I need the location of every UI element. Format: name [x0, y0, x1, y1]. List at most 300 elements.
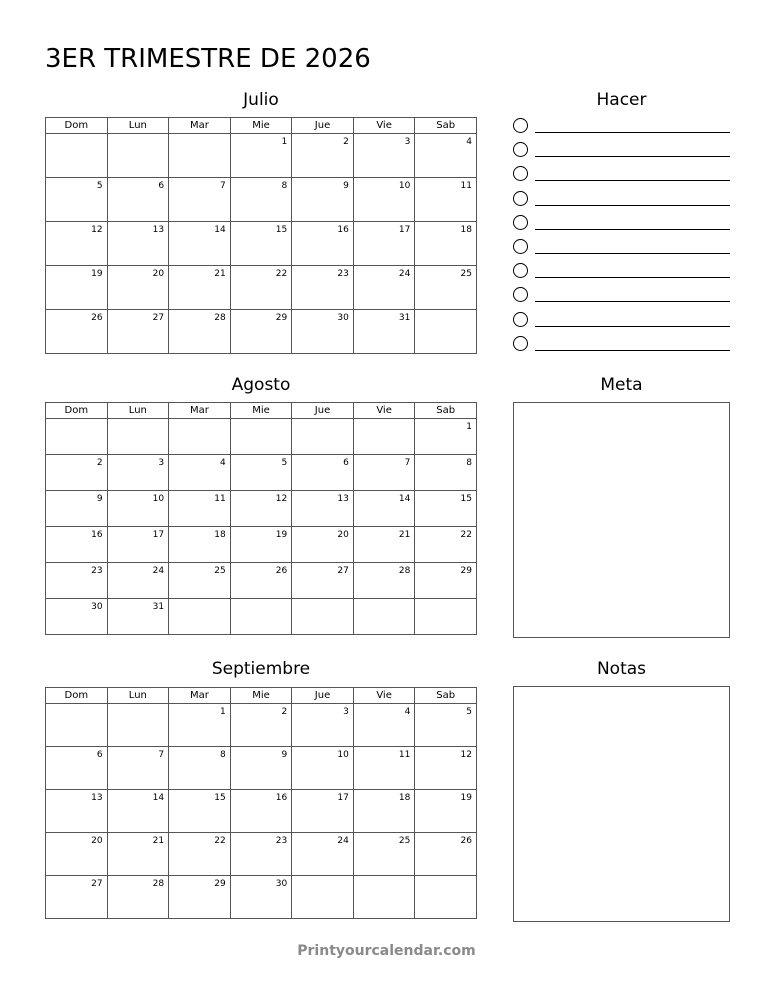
day-cell[interactable] [169, 491, 231, 527]
weekday-header: Sab [415, 118, 477, 134]
checkbox-circle-icon[interactable] [513, 312, 528, 327]
day-cell[interactable] [46, 527, 108, 563]
week-row [46, 222, 477, 266]
weekday-header: Mar [169, 403, 231, 419]
checkbox-circle-icon[interactable] [513, 166, 528, 181]
day-number: 7 [404, 458, 411, 468]
month-calendar-grid [45, 402, 477, 635]
day-number: 25 [214, 566, 226, 576]
day-cell[interactable] [169, 178, 231, 222]
month-title: Septiembre [211, 659, 311, 679]
day-cell[interactable] [230, 134, 292, 178]
day-cell[interactable] [415, 527, 477, 563]
day-number: 9 [96, 494, 103, 504]
day-cell[interactable] [107, 178, 169, 222]
day-cell[interactable] [169, 266, 231, 310]
day-cell[interactable] [353, 833, 415, 876]
todo-item[interactable] [513, 263, 730, 283]
todo-item[interactable] [513, 166, 730, 186]
day-cell[interactable] [353, 134, 415, 178]
day-cell[interactable] [292, 790, 354, 833]
day-number: 31 [152, 602, 165, 612]
day-cell[interactable] [46, 222, 108, 266]
todo-line[interactable] [535, 229, 730, 230]
day-cell[interactable] [46, 455, 108, 491]
day-number: 6 [158, 181, 165, 191]
day-number: 1 [281, 137, 288, 147]
day-number: 10 [337, 750, 349, 760]
day-number: 4 [466, 137, 472, 147]
todo-line[interactable] [535, 326, 730, 327]
day-cell[interactable] [292, 747, 354, 790]
day-cell[interactable] [353, 876, 415, 919]
day-cell[interactable] [169, 599, 231, 635]
day-cell[interactable] [292, 876, 354, 919]
week-row [46, 704, 477, 747]
weekday-header: Lun [107, 403, 169, 419]
day-number: 26 [275, 566, 288, 576]
day-cell[interactable] [292, 599, 354, 635]
day-cell[interactable] [415, 310, 477, 354]
day-cell[interactable] [169, 704, 231, 747]
day-cell[interactable] [292, 563, 354, 599]
todo-line[interactable] [535, 277, 730, 278]
day-number: 11 [214, 494, 226, 504]
day-cell[interactable] [46, 419, 108, 455]
day-cell[interactable] [353, 599, 415, 635]
day-cell[interactable] [46, 790, 108, 833]
day-cell[interactable] [107, 747, 169, 790]
day-cell[interactable] [292, 419, 354, 455]
day-number [108, 419, 169, 422]
day-cell[interactable] [169, 747, 231, 790]
day-number: 30 [337, 313, 349, 323]
day-cell[interactable] [46, 599, 108, 635]
day-cell[interactable] [415, 419, 477, 455]
day-cell[interactable] [415, 704, 477, 747]
day-number [292, 599, 353, 602]
day-cell[interactable] [107, 491, 169, 527]
day-cell[interactable] [292, 833, 354, 876]
day-number: 2 [343, 137, 349, 147]
day-cell[interactable] [415, 491, 477, 527]
day-cell[interactable] [107, 134, 169, 178]
day-number: 23 [275, 836, 288, 846]
day-cell[interactable] [292, 310, 354, 354]
day-number: 19 [460, 793, 472, 803]
todo-item[interactable] [513, 287, 730, 307]
day-number: 22 [275, 269, 288, 279]
day-cell[interactable] [107, 310, 169, 354]
weekday-header: Mie [230, 688, 292, 704]
day-number [231, 419, 292, 422]
todo-item[interactable] [513, 312, 730, 332]
day-cell[interactable] [46, 876, 108, 919]
day-cell[interactable] [353, 455, 415, 491]
day-number [169, 599, 230, 602]
day-number [354, 599, 415, 602]
day-number: 30 [275, 879, 288, 889]
day-number: 24 [337, 836, 349, 846]
day-number: 3 [343, 707, 349, 717]
day-number: 30 [91, 602, 103, 612]
day-number: 23 [337, 269, 349, 279]
day-number: 26 [91, 313, 103, 323]
day-cell[interactable] [46, 563, 108, 599]
day-cell[interactable] [230, 310, 292, 354]
week-row [46, 491, 477, 527]
weekday-header: Sab [415, 688, 477, 704]
day-cell[interactable] [292, 527, 354, 563]
day-number: 17 [337, 793, 349, 803]
weekday-header: Dom [46, 118, 108, 134]
todo-line[interactable] [535, 253, 730, 254]
day-number: 15 [214, 793, 226, 803]
day-number: 24 [398, 269, 411, 279]
day-number: 17 [398, 225, 411, 235]
day-number: 12 [460, 750, 472, 760]
day-cell[interactable] [230, 599, 292, 635]
day-number [354, 876, 415, 879]
goal-title: Meta [600, 375, 643, 395]
day-number: 11 [398, 750, 411, 760]
day-number: 12 [275, 494, 288, 504]
day-cell[interactable] [230, 876, 292, 919]
day-number: 19 [275, 530, 288, 540]
day-number: 23 [91, 566, 103, 576]
day-number: 27 [152, 313, 165, 323]
day-number: 15 [275, 225, 288, 235]
day-number: 19 [91, 269, 103, 279]
month-calendar-grid [45, 117, 477, 354]
day-number: 14 [398, 494, 411, 504]
day-number [415, 876, 476, 879]
day-number: 2 [96, 458, 103, 468]
day-cell[interactable] [353, 563, 415, 599]
checkbox-circle-icon[interactable] [513, 336, 528, 351]
day-number: 3 [158, 458, 165, 468]
day-cell[interactable] [230, 222, 292, 266]
day-cell[interactable] [107, 704, 169, 747]
day-cell[interactable] [415, 222, 477, 266]
todo-line[interactable] [535, 301, 730, 302]
weekday-header: Vie [353, 118, 415, 134]
day-cell[interactable] [46, 491, 108, 527]
todo-title: Hacer [596, 90, 647, 110]
day-number: 10 [398, 181, 411, 191]
day-number: 20 [337, 530, 349, 540]
day-number: 4 [219, 458, 226, 468]
goal-box[interactable] [513, 402, 730, 638]
week-row [46, 178, 477, 222]
todo-item[interactable] [513, 239, 730, 259]
week-row [46, 833, 477, 876]
week-row [46, 599, 477, 635]
day-number: 15 [460, 494, 472, 504]
day-cell[interactable] [169, 134, 231, 178]
day-cell[interactable] [169, 876, 231, 919]
day-number: 25 [460, 269, 472, 279]
day-cell[interactable] [353, 747, 415, 790]
day-cell[interactable] [107, 599, 169, 635]
day-number: 13 [91, 793, 103, 803]
checkbox-circle-icon[interactable] [513, 287, 528, 302]
checkbox-circle-icon[interactable] [513, 263, 528, 278]
day-number: 9 [343, 181, 349, 191]
todo-item[interactable] [513, 142, 730, 162]
day-number: 10 [152, 494, 165, 504]
day-cell[interactable] [415, 876, 477, 919]
day-cell[interactable] [169, 222, 231, 266]
checkbox-circle-icon[interactable] [513, 118, 528, 133]
day-cell[interactable] [169, 527, 231, 563]
day-number: 14 [214, 225, 226, 235]
notes-box[interactable] [513, 686, 730, 922]
day-number: 29 [460, 566, 472, 576]
day-number: 5 [466, 707, 472, 717]
day-cell[interactable] [415, 563, 477, 599]
day-cell[interactable] [230, 455, 292, 491]
day-number: 13 [152, 225, 165, 235]
day-number [169, 134, 230, 137]
week-row [46, 876, 477, 919]
day-cell[interactable] [292, 455, 354, 491]
day-cell[interactable] [107, 266, 169, 310]
day-number: 24 [152, 566, 165, 576]
day-number: 28 [214, 313, 226, 323]
day-number: 27 [337, 566, 349, 576]
day-cell[interactable] [46, 704, 108, 747]
day-cell[interactable] [169, 419, 231, 455]
todo-line[interactable] [535, 156, 730, 157]
day-number: 7 [219, 181, 226, 191]
day-cell[interactable] [292, 222, 354, 266]
day-number: 22 [214, 836, 226, 846]
day-cell[interactable] [353, 310, 415, 354]
day-number: 3 [404, 137, 411, 147]
day-number: 16 [337, 225, 349, 235]
day-number: 21 [214, 269, 226, 279]
day-number: 20 [152, 269, 165, 279]
day-number: 25 [398, 836, 411, 846]
day-number [108, 704, 169, 707]
day-cell[interactable] [46, 310, 108, 354]
day-number: 26 [460, 836, 472, 846]
day-cell[interactable] [230, 178, 292, 222]
month-calendar-grid [45, 687, 477, 919]
day-number: 22 [460, 530, 472, 540]
day-cell[interactable] [415, 178, 477, 222]
day-cell[interactable] [169, 833, 231, 876]
day-cell[interactable] [353, 790, 415, 833]
day-number: 2 [281, 707, 288, 717]
day-number: 20 [91, 836, 103, 846]
day-cell[interactable] [230, 790, 292, 833]
weekday-header: Vie [353, 403, 415, 419]
week-row [46, 790, 477, 833]
week-row [46, 527, 477, 563]
day-number: 8 [466, 458, 472, 468]
day-cell[interactable] [107, 876, 169, 919]
day-cell[interactable] [169, 310, 231, 354]
day-number: 12 [91, 225, 103, 235]
day-number: 28 [152, 879, 165, 889]
weekday-header: Mar [169, 688, 231, 704]
weekday-header: Jue [292, 403, 354, 419]
weekday-header-row [46, 118, 477, 134]
page-title: 3ER TRIMESTRE DE 2026 [45, 44, 371, 74]
day-cell[interactable] [169, 455, 231, 491]
day-number: 21 [398, 530, 411, 540]
day-number [231, 599, 292, 602]
day-number: 28 [398, 566, 411, 576]
todo-line[interactable] [535, 350, 730, 351]
day-cell[interactable] [107, 833, 169, 876]
week-row [46, 310, 477, 354]
day-number: 21 [152, 836, 165, 846]
day-number: 29 [275, 313, 288, 323]
day-number [415, 599, 476, 602]
day-cell[interactable] [46, 266, 108, 310]
day-cell[interactable] [353, 222, 415, 266]
day-number: 18 [460, 225, 472, 235]
day-cell[interactable] [230, 563, 292, 599]
weekday-header: Dom [46, 403, 108, 419]
day-cell[interactable] [353, 491, 415, 527]
day-number: 6 [343, 458, 349, 468]
day-cell[interactable] [292, 134, 354, 178]
checkbox-circle-icon[interactable] [513, 142, 528, 157]
day-number: 7 [158, 750, 165, 760]
weekday-header: Lun [107, 118, 169, 134]
day-number: 16 [275, 793, 288, 803]
weekday-header-row [46, 688, 477, 704]
day-number: 1 [466, 422, 472, 432]
week-row [46, 134, 477, 178]
day-number: 27 [91, 879, 103, 889]
day-cell[interactable] [46, 178, 108, 222]
day-number: 5 [96, 181, 103, 191]
day-cell[interactable] [353, 178, 415, 222]
weekday-header-row [46, 403, 477, 419]
day-number: 17 [152, 530, 165, 540]
day-cell[interactable] [415, 790, 477, 833]
weekday-header: Dom [46, 688, 108, 704]
weekday-header: Mie [230, 403, 292, 419]
day-number: 9 [281, 750, 288, 760]
todo-line[interactable] [535, 205, 730, 206]
day-cell[interactable] [107, 419, 169, 455]
checkbox-circle-icon[interactable] [513, 191, 528, 206]
todo-item[interactable] [513, 118, 730, 138]
day-number: 11 [460, 181, 472, 191]
day-cell[interactable] [415, 833, 477, 876]
day-cell[interactable] [292, 266, 354, 310]
week-row [46, 747, 477, 790]
day-cell[interactable] [292, 178, 354, 222]
day-number: 1 [219, 707, 226, 717]
day-number: 5 [281, 458, 288, 468]
day-cell[interactable] [107, 455, 169, 491]
day-cell[interactable] [353, 527, 415, 563]
weekday-header: Jue [292, 688, 354, 704]
day-number: 6 [96, 750, 103, 760]
day-cell[interactable] [46, 833, 108, 876]
day-cell[interactable] [230, 266, 292, 310]
day-number [46, 419, 107, 422]
day-cell[interactable] [230, 419, 292, 455]
day-cell[interactable] [230, 747, 292, 790]
day-number: 31 [398, 313, 411, 323]
day-number [354, 419, 415, 422]
week-row [46, 563, 477, 599]
weekday-header: Lun [107, 688, 169, 704]
month-title: Agosto [231, 375, 291, 395]
day-number [292, 419, 353, 422]
day-cell[interactable] [107, 563, 169, 599]
weekday-header: Jue [292, 118, 354, 134]
day-number [292, 876, 353, 879]
todo-line[interactable] [535, 132, 730, 133]
day-cell[interactable] [353, 419, 415, 455]
day-number [108, 134, 169, 137]
day-cell[interactable] [230, 704, 292, 747]
day-cell[interactable] [415, 134, 477, 178]
day-number: 8 [281, 181, 288, 191]
day-number: 14 [152, 793, 165, 803]
todo-item[interactable] [513, 191, 730, 211]
weekday-header: Mar [169, 118, 231, 134]
checkbox-circle-icon[interactable] [513, 215, 528, 230]
todo-line[interactable] [535, 180, 730, 181]
day-number: 8 [219, 750, 226, 760]
day-cell[interactable] [169, 790, 231, 833]
day-cell[interactable] [415, 455, 477, 491]
day-cell[interactable] [230, 833, 292, 876]
day-number [46, 704, 107, 707]
day-number [46, 134, 107, 137]
notes-title: Notas [596, 659, 647, 679]
footer-site-name[interactable]: Printyourcalendar.com [297, 943, 476, 959]
day-cell[interactable] [415, 266, 477, 310]
day-cell[interactable] [107, 222, 169, 266]
week-row [46, 455, 477, 491]
day-cell[interactable] [415, 599, 477, 635]
day-cell[interactable] [292, 704, 354, 747]
todo-item[interactable] [513, 215, 730, 235]
weekday-header: Vie [353, 688, 415, 704]
day-number: 18 [214, 530, 226, 540]
week-row [46, 419, 477, 455]
checkbox-circle-icon[interactable] [513, 239, 528, 254]
todo-item[interactable] [513, 336, 730, 356]
day-cell[interactable] [415, 747, 477, 790]
day-cell[interactable] [292, 491, 354, 527]
day-cell[interactable] [46, 747, 108, 790]
day-cell[interactable] [230, 491, 292, 527]
day-cell[interactable] [107, 527, 169, 563]
weekday-header: Sab [415, 403, 477, 419]
day-cell[interactable] [46, 134, 108, 178]
day-cell[interactable] [353, 266, 415, 310]
day-cell[interactable] [107, 790, 169, 833]
day-cell[interactable] [230, 527, 292, 563]
day-cell[interactable] [353, 704, 415, 747]
month-title: Julio [243, 90, 279, 110]
day-number [169, 419, 230, 422]
day-cell[interactable] [169, 563, 231, 599]
day-number: 13 [337, 494, 349, 504]
